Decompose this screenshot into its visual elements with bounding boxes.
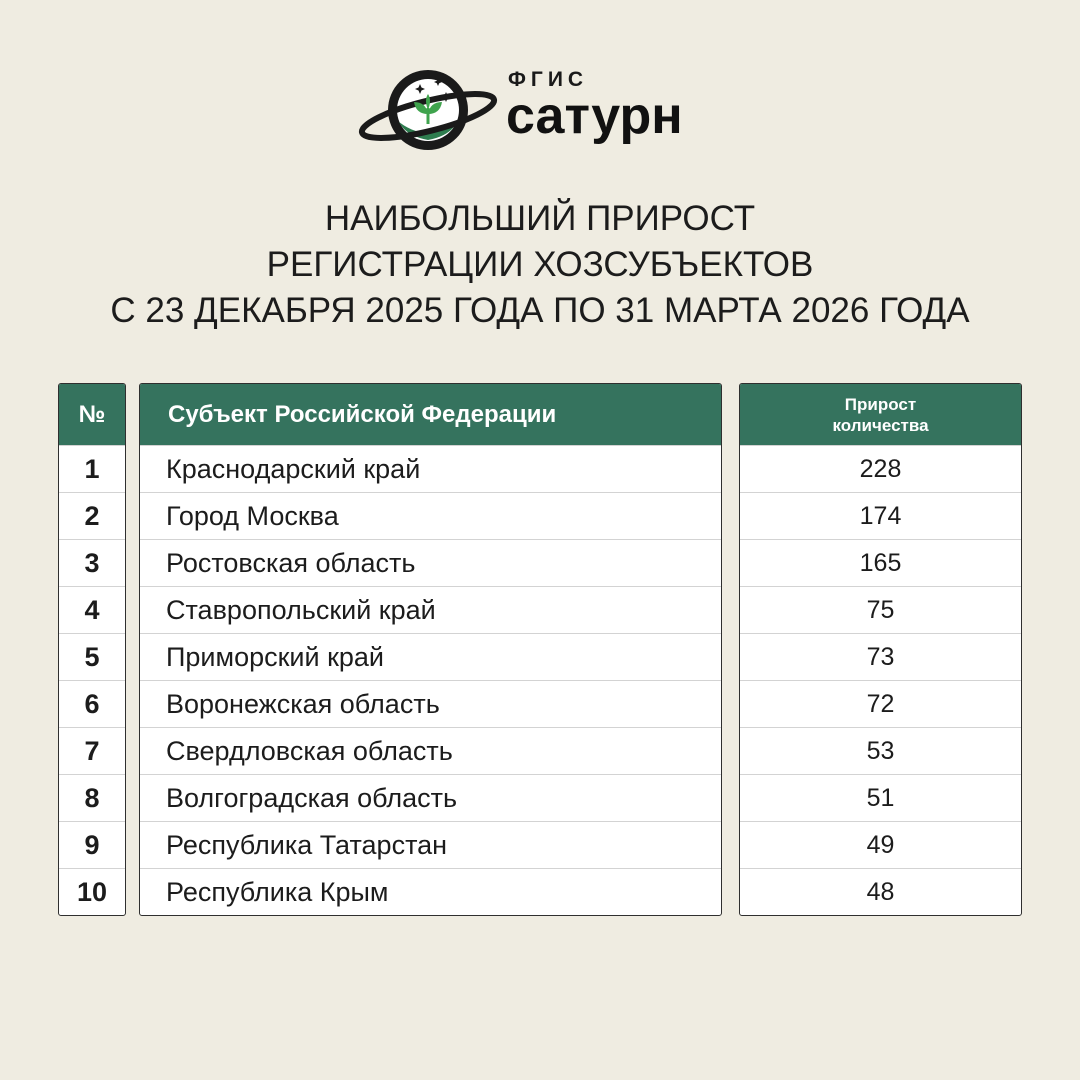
growth-cell: 49 (740, 821, 1021, 868)
title-line-3: С 23 ДЕКАБРЯ 2025 ГОДА ПО 31 МАРТА 2026 ГОДА (110, 291, 970, 330)
page-title (0, 196, 1080, 334)
rank-cell: 5 (59, 633, 125, 680)
region-cell: Свердловская область (140, 727, 721, 774)
rank-cell: 10 (59, 868, 125, 915)
region-cell: Волгоградская область (140, 774, 721, 821)
region-column (139, 383, 722, 916)
growth-cell: 73 (740, 633, 1021, 680)
region-cell: Краснодарский край (140, 445, 721, 492)
title-line-1: НАИБОЛЬШИЙ ПРИРОСТ (324, 199, 756, 238)
growth-header-line-2: количества (832, 415, 929, 435)
region-header: Субъект Российской Федерации (140, 384, 721, 445)
brand-name: сатурн (506, 87, 683, 145)
growth-cell: 174 (740, 492, 1021, 539)
region-cell: Город Москва (140, 492, 721, 539)
growth-header-line-1: Прирост (844, 394, 917, 414)
growth-cell: 53 (740, 727, 1021, 774)
growth-cell: 48 (740, 868, 1021, 915)
region-cell: Республика Татарстан (140, 821, 721, 868)
rank-cell: 7 (59, 727, 125, 774)
growth-cell: 51 (740, 774, 1021, 821)
saturn-planet-sprout-icon (358, 64, 508, 156)
brand-prefix: ФГИС (508, 68, 589, 91)
region-cell: Ставропольский край (140, 586, 721, 633)
growth-cell: 75 (740, 586, 1021, 633)
rank-cell: 6 (59, 680, 125, 727)
region-cell: Воронежская область (140, 680, 721, 727)
title-line-2: РЕГИСТРАЦИИ ХОЗСУБЪЕКТОВ (266, 245, 814, 284)
rank-column (58, 383, 126, 916)
rank-cell: 2 (59, 492, 125, 539)
region-cell: Приморский край (140, 633, 721, 680)
growth-cell: 165 (740, 539, 1021, 586)
rank-cell: 8 (59, 774, 125, 821)
rank-cell: 9 (59, 821, 125, 868)
region-cell: Республика Крым (140, 868, 721, 915)
region-cell: Ростовская область (140, 539, 721, 586)
growth-cell: 228 (740, 445, 1021, 492)
rank-cell: 4 (59, 586, 125, 633)
rank-cell: 1 (59, 445, 125, 492)
rank-header: № (59, 384, 125, 445)
growth-header (740, 384, 1021, 445)
logo (358, 64, 718, 156)
growth-cell: 72 (740, 680, 1021, 727)
growth-column (739, 383, 1022, 916)
rank-cell: 3 (59, 539, 125, 586)
